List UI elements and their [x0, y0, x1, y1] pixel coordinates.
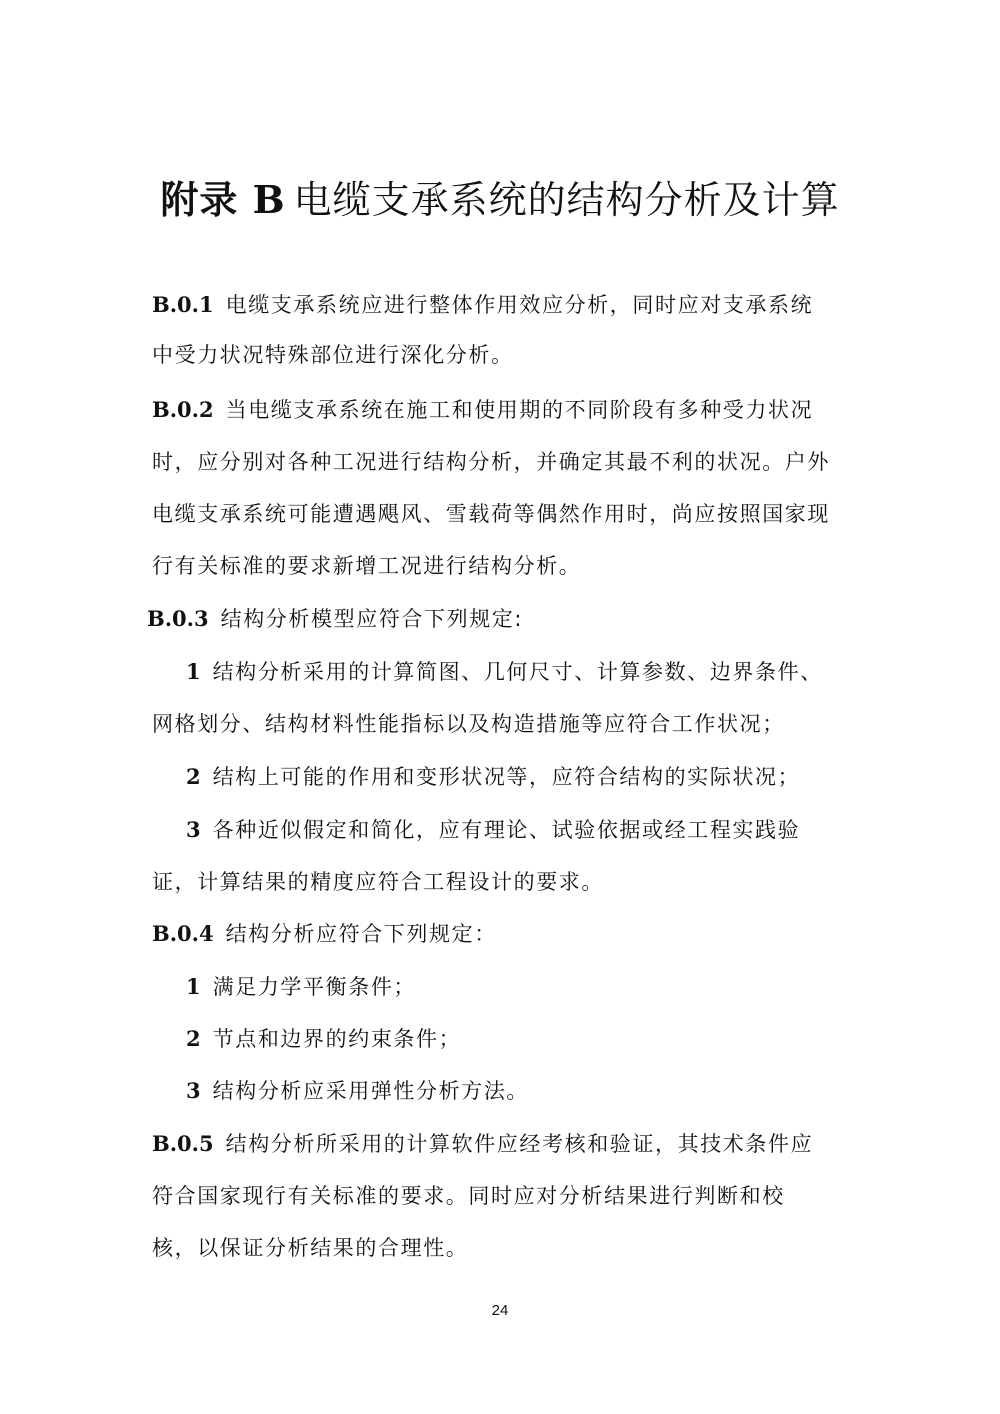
clause-b02-line-4: 行有关标准的要求新增工况进行结构分析。 [152, 554, 582, 578]
clause-b04-line-1: B.0.4 结构分析应符合下列规定： [152, 921, 497, 946]
appendix-code: 附录 B [160, 177, 286, 222]
clause-number: B.0.3 [147, 606, 209, 631]
clause-b05-line-3: 核，以保证分析结果的合理性。 [152, 1236, 469, 1260]
clause-number: B.0.1 [152, 292, 214, 317]
clause-number: B.0.4 [152, 921, 214, 946]
item-number: 2 [186, 1026, 201, 1051]
clause-b04-item-2: 2 节点和边界的约束条件； [186, 1026, 462, 1051]
clause-b04-item-1: 1 满足力学平衡条件； [186, 974, 417, 999]
page-number: 24 [491, 1302, 509, 1319]
clause-b01-line-1: B.0.1 电缆支承系统应进行整体作用效应分析，同时应对支承系统 [152, 292, 814, 317]
clause-b03-item-3-line-1: 3 各种近似假定和简化，应有理论、试验依据或经工程实践验 [186, 817, 801, 842]
item-number: 2 [186, 764, 201, 789]
clause-b03-line-1: B.0.3 结构分析模型应符合下列规定: [147, 606, 524, 631]
page-title [0, 170, 1000, 230]
clause-b02-line-3: 电缆支承系统可能遭遇飓风、雪载荷等偶然作用时，尚应按照国家现 [152, 502, 830, 526]
clause-b03-item-1-line-1: 1 结构分析采用的计算简图、几何尺寸、计算参数、边界条件、 [186, 659, 823, 684]
clause-b03-item-1-line-2: 网格划分、结构材料性能指标以及构造措施等应符合工作状况； [152, 712, 785, 736]
clause-number: B.0.5 [152, 1131, 214, 1156]
clause-b05-line-2: 符合国家现行有关标准的要求。同时应对分析结果进行判断和校 [152, 1184, 785, 1208]
clause-b05-line-1: B.0.5 结构分析所采用的计算软件应经考核和验证，其技术条件应 [152, 1131, 814, 1156]
item-number: 1 [186, 659, 201, 684]
item-number: 1 [186, 974, 201, 999]
item-number: 3 [186, 817, 201, 842]
clause-b01-line-2: 中受力状况特殊部位进行深化分析。 [152, 343, 514, 367]
clause-b03-item-2: 2 结构上可能的作用和变形状况等，应符合结构的实际状况； [186, 764, 801, 789]
clause-b04-item-3: 3 结构分析应采用弹性分析方法。 [186, 1078, 530, 1103]
clause-b02-line-2: 时，应分别对各种工况进行结构分析，并确定其最不利的状况。户外 [152, 450, 830, 474]
clause-b02-line-1: B.0.2 当电缆支承系统在施工和使用期的不同阶段有多种受力状况 [152, 397, 814, 422]
item-number: 3 [186, 1078, 201, 1103]
clause-b03-item-3-line-2: 证，计算结果的精度应符合工程设计的要求。 [152, 870, 604, 894]
appendix-title-text: 电缆支承系统的结构分析及计算 [293, 178, 840, 222]
clause-number: B.0.2 [152, 397, 214, 422]
